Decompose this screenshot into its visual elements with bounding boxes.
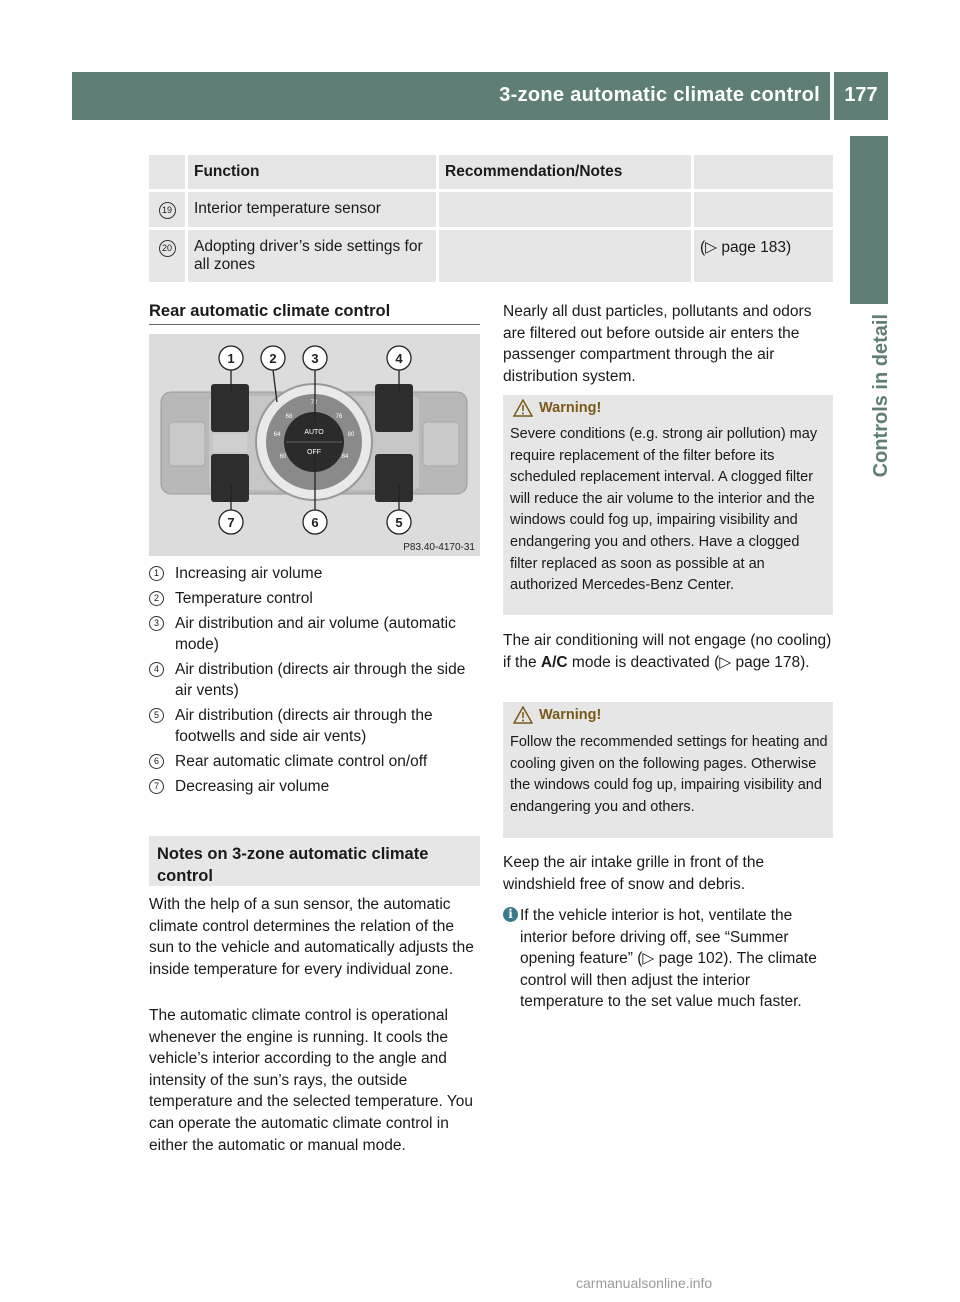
temp-label: 68 (285, 414, 293, 420)
row-number-cell (149, 229, 187, 284)
watermark: carmanualsonline.info (576, 1275, 713, 1291)
row-number-cell (149, 191, 187, 229)
warning-body: Severe conditions (e.g. strong air pollution) may require replacement of the filter before its scheduled replacement interval. A clogged filter will reduce the air volume to the interior and the windows could fog up, impairing visibility and endangering you and others. Have a clogged filter replaced as soon as possible at an authorized Mercedes-Benz Center. (510, 426, 818, 594)
notes-heading-box (149, 836, 480, 886)
warning-title: Warning! (539, 400, 602, 416)
section-title: Rear automatic climate control (149, 302, 391, 320)
filter-intro-paragraph: Nearly all dust particles, pollutants and odors are filtered out before outside air enters the passenger compartment through the air distribution system. (503, 303, 812, 385)
row-notes (693, 191, 834, 229)
warning-triangle-icon (513, 706, 533, 724)
figure-code: P83.40-4170-31 (403, 542, 475, 553)
list-item (149, 613, 484, 655)
temp-label: 64 (273, 432, 281, 438)
warning-triangle-icon (513, 399, 533, 417)
temp-label: 76 (335, 414, 343, 420)
list-item (149, 659, 484, 701)
section-rule (149, 324, 480, 325)
side-label (856, 314, 892, 794)
grille-paragraph: Keep the air intake grille in front of the windshield free of snow and debris. (503, 854, 765, 893)
table-header-recommendation: Recommendation/Notes (438, 155, 693, 191)
warning-title: Warning! (539, 707, 602, 723)
page-number: 177 (844, 84, 878, 106)
legend-text: Decreasing air volume (175, 778, 330, 795)
table-row (149, 191, 833, 229)
legend-number: 7 (149, 779, 164, 794)
legend-text: Air distribution and air volume (automatic mode) (175, 615, 456, 653)
climate-panel-illustration (149, 334, 480, 556)
info-paragraph: If the vehicle interior is hot, ventilate the interior before driving off, see “Summer opening feature” (▷ page 102). The climate control will then adjust the interior temperature to the set value much faster. (520, 907, 817, 1011)
dial-auto-label: AUTO (304, 429, 324, 436)
ac-key: A/C (540, 653, 568, 671)
list-item (149, 705, 484, 747)
row-number: 20 (159, 240, 176, 257)
row-recommendation (438, 191, 693, 229)
function-table (149, 155, 833, 285)
list-item (149, 563, 484, 584)
legend-text: Air distribution (directs air through the footwells and side air vents) (175, 707, 433, 745)
table-header-row (149, 155, 833, 191)
callout-6: 6 (311, 515, 319, 530)
ac-paragraph (503, 630, 835, 673)
climate-panel-figure (149, 334, 480, 556)
callout-2: 2 (269, 351, 277, 366)
row-recommendation (438, 229, 693, 284)
list-item (149, 588, 484, 609)
list-item (149, 751, 484, 772)
legend-number: 5 (149, 708, 164, 723)
row-number: 19 (159, 202, 176, 219)
legend-number: 1 (149, 566, 164, 581)
info-icon: i (503, 907, 518, 922)
table-header-function: Function (187, 155, 438, 191)
table-header-extra (693, 155, 834, 191)
header-title: 3-zone automatic climate control (499, 84, 820, 106)
warning-box-settings (503, 702, 833, 838)
temp-label: 84 (341, 454, 349, 460)
side-label-text: Controls in detail (870, 314, 892, 478)
ac-text-after: mode is deactivated (▷ page 178). (567, 653, 810, 671)
callout-7: 7 (227, 515, 235, 530)
legend-text: Air distribution (directs air through the side air vents) (175, 661, 466, 699)
table-row (149, 229, 833, 284)
side-tab-block (850, 136, 888, 304)
warning-box-filter (503, 395, 833, 615)
callout-3: 3 (311, 351, 319, 366)
header-bar (72, 72, 830, 120)
callout-5: 5 (395, 515, 403, 530)
legend-number: 6 (149, 754, 164, 769)
notes-paragraph-1: With the help of a sun sensor, the automatic climate control determines the relation of the sun to the vehicle and automatically adjusts the inside temperature for every individual zone. (149, 896, 474, 978)
legend-number: 2 (149, 591, 164, 606)
row-function: Adopting driver’s side settings for all zones (187, 229, 438, 284)
callout-4: 4 (395, 351, 403, 366)
warning-body: Follow the recommended settings for heating and cooling given on the following pages. Otherwise the windows could fog up, impairing visibility and endangering you and others. (510, 734, 828, 815)
row-function: Interior temperature sensor (187, 191, 438, 229)
temp-label: 80 (347, 432, 355, 438)
legend-list (149, 563, 484, 801)
list-item (149, 776, 484, 797)
table-header-blank (149, 155, 187, 191)
temp-label: 60 (279, 454, 287, 460)
legend-number: 4 (149, 662, 164, 677)
callout-1: 1 (227, 351, 235, 366)
dial-off-label: OFF (307, 449, 321, 456)
legend-number: 3 (149, 616, 164, 631)
page-number-box (834, 72, 888, 120)
row-notes[interactable]: (▷ page 183) (693, 229, 834, 284)
notes-heading: Notes on 3-zone automatic climate control (157, 845, 429, 885)
legend-text: Rear automatic climate control on/off (175, 753, 428, 770)
legend-text: Temperature control (175, 590, 313, 607)
ac-text-before: The air conditioning will not engage (no cooling) if the (503, 632, 832, 671)
temp-label: 72 (310, 400, 318, 406)
legend-text: Increasing air volume (175, 565, 323, 582)
notes-paragraph-2: The automatic climate control is operational whenever the engine is running. It cools the vehicle’s interior according to the angle and intensity of the sun’s rays, the outside temperature and the selected temperature. You can operate the automatic climate control in either the automatic or manual mode. (149, 1007, 473, 1154)
